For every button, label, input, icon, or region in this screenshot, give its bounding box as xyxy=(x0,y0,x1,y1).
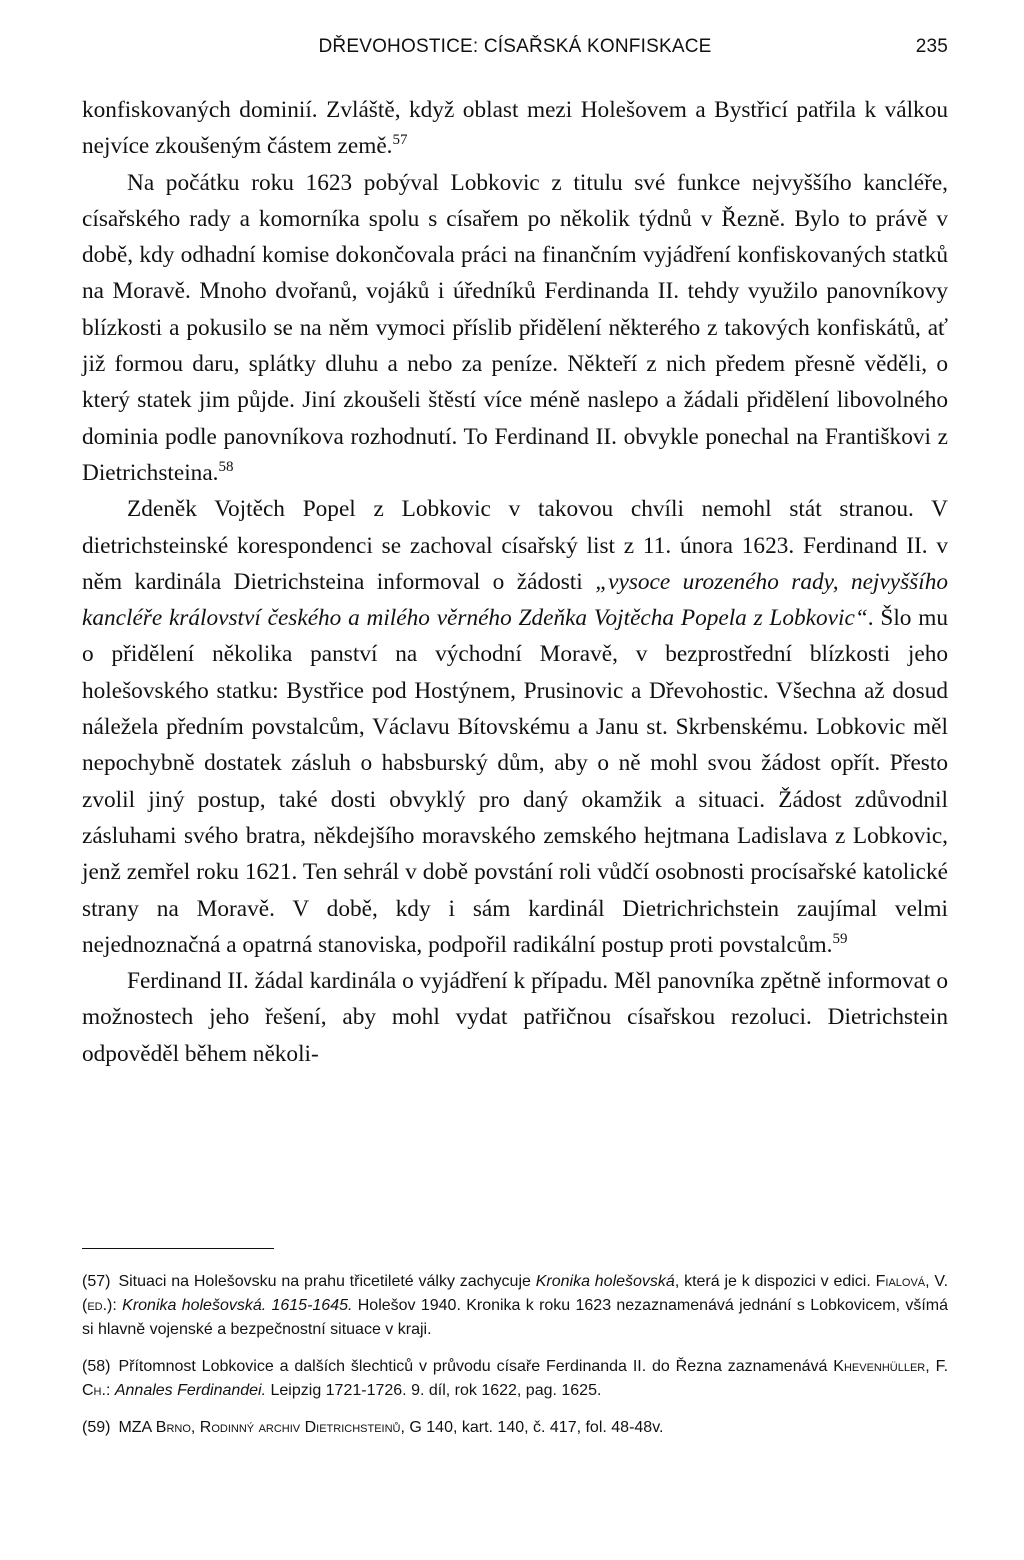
italic-quotation: „vysoce urozeného rady, nejvyššího kancléře království českého a milého věrného Zdeňka Vojtěcha Popela z Lobkovic“ xyxy=(82,568,948,632)
footnote-57 xyxy=(82,1270,948,1342)
footnote-author: Khevenhüller, F. Ch. xyxy=(82,1358,949,1399)
footnote-text: , G 140, kart. 140, č. 417, fol. 48-48v. xyxy=(400,1419,664,1436)
paragraph-text: Ferdinand II. žádal kardinála o vyjádření k případu. Měl panovníka zpětně informovat o možnostech jeho řešení, aby mohl vydat patřičnou císařskou rezoluci. Dietrichstein odpověděl během několi- xyxy=(82,968,948,1067)
footnote-separator xyxy=(82,1248,274,1249)
paragraph-text: Zdeněk Vojtěch Popel z Lobkovic v takovou chvíli nemohl stát stranou. V dietrichsteinské korespondenci se zachoval císařský list z 11. února 1623. Ferdinand II. v něm kardinála Dietrichsteina informoval o žádosti xyxy=(82,496,948,595)
footnote-text: Situaci na Holešovsku na prahu třicetileté války zachycuje xyxy=(118,1273,536,1290)
page-number: 235 xyxy=(915,36,948,57)
footnote-number: (59) xyxy=(82,1419,111,1436)
running-header xyxy=(82,36,948,66)
paragraph-text: . Šlo mu o přidělení několika panství na východní Moravě, v bezprostřední blízkosti jeho holešovského statku: Bystřice pod Hostýnem, Prusinovic a Dřevohostic. Všechna až dosud náležela předním povstalcům, Václavu Bítovskému a Janu st. Skrbenskému. Lobkovic měl nepochybně dostatek zásluh o habsburský dům, aby o ně mohl svou žádost opřít. Přesto zvolil jiný postup, také dosti obvyklý pro daný okamžik a situaci. Žádost zdůvodnil zásluhami svého bratra, někdejšího moravského zemského hejtmana Ladislava z Lobkovic, jenž zemřel roku 1621. Ten sehrál v době povstání roli vůdčí osobnosti procísařské katolické strany na Moravě. V době, kdy i sám kardinál Dietrichrichstein zaujímal velmi nejednoznačná a opatrná stanoviska, podpořil radikální postup proti povstalcům. xyxy=(82,605,948,958)
footnote-58 xyxy=(82,1355,948,1403)
paragraph-2 xyxy=(82,165,948,492)
footnote-text: : xyxy=(112,1297,123,1314)
footnote-text: : xyxy=(105,1382,115,1399)
footnote-number: (58) xyxy=(82,1358,111,1375)
footnote-ref-57[interactable]: 57 xyxy=(392,132,408,149)
paragraph-1 xyxy=(82,92,948,165)
footnote-author: Fialová, V. (ed.) xyxy=(82,1273,949,1314)
main-text xyxy=(82,92,948,1072)
footnote-italic: Annales Ferdinandei. xyxy=(114,1382,267,1399)
footnote-ref-58[interactable]: 58 xyxy=(218,458,234,475)
paragraph-text: Na počátku roku 1623 pobýval Lobkovic z titulu své funkce nejvyššího kancléře, císařského rady a komorníka spolu s císařem po několik týdnů v Řezně. Bylo to právě v době, kdy odhadní komise dokončovala práci na finančním vyjádření konfiskovaných statků na Moravě. Mnoho dvořanů, vojáků i úředníků Ferdinanda II. tehdy využilo panovníkovy blízkosti a pokusilo se na něm vymoci příslib přidělení některého z takových konfiskátů, ať již formou daru, splátky dluhu a nebo za peníze. Někteří z nich předem přesně věděli, o který statek jim půjde. Jiní zkoušeli štěstí více méně naslepo a žádali přidělení libovolného dominia podle panovníkova rozhodnutí. To Ferdinand II. obvykle ponechal na Františkovi z Dietrichsteina. xyxy=(82,169,948,486)
paragraph-3 xyxy=(82,491,948,963)
footnote-italic: Kronika holešovská. 1615-1645. xyxy=(122,1297,353,1314)
footnote-text: Holešov 1940. Kronika k roku 1623 nezaznamenává jednání s Lobkovicem, všímá si hlavně vojenské a bezpečnostní situace v kraji. xyxy=(82,1297,949,1338)
footnote-archive: MZA Brno, Rodinný archiv Dietrichsteinů xyxy=(118,1419,401,1436)
paragraph-4 xyxy=(82,963,948,1072)
running-title: DŘEVOHOSTICE: CÍSAŘSKÁ KONFISKACE xyxy=(318,36,712,57)
footnote-number: (57) xyxy=(82,1273,111,1290)
paragraph-text: konfiskovaných dominií. Zvláště, když oblast mezi Holešovem a Bystřicí patřila k válkou nejvíce zkoušeným částem země. xyxy=(82,97,948,160)
footnote-italic: Kronika holešovská xyxy=(535,1273,675,1290)
footnote-text: , která je k dispozici v edici. xyxy=(674,1273,876,1290)
footnote-text: Leipzig 1721-1726. 9. díl, rok 1622, pag. 1625. xyxy=(266,1382,602,1399)
footnote-ref-59[interactable]: 59 xyxy=(832,930,848,947)
footnotes xyxy=(82,1270,948,1453)
footnote-text: Přítomnost Lobkovice a dalších šlechticů v průvodu císaře Ferdinanda II. do Řezna zaznamenává xyxy=(118,1358,834,1375)
footnote-59 xyxy=(82,1416,948,1440)
